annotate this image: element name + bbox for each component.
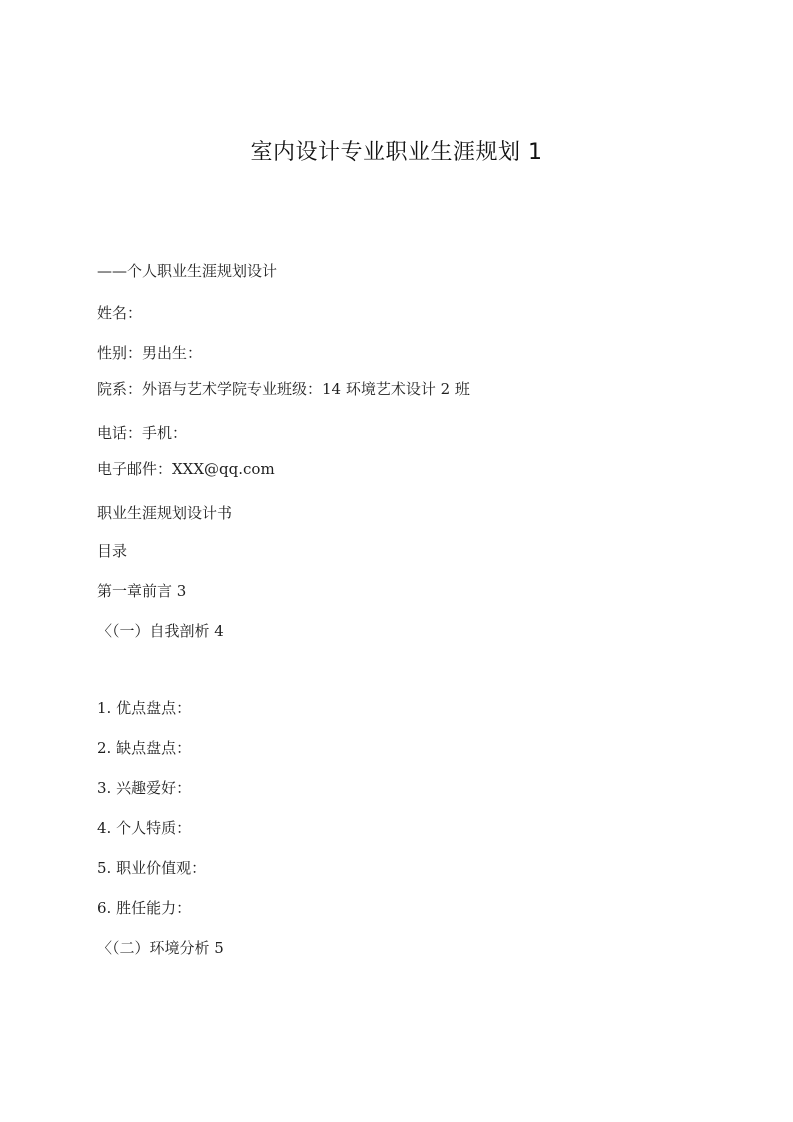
toc-section-environment: 〈（二）环境分析 5 <box>97 939 224 957</box>
document-title: 室内设计专业职业生涯规划 1 <box>250 140 543 165</box>
toc-heading: 目录 <box>97 542 128 560</box>
phone-line: 电话：手机： <box>97 424 188 442</box>
document-subtitle: ——个人职业生涯规划设计 <box>97 262 278 280</box>
email-line: 电子邮件：XXX@qq.com <box>97 460 275 478</box>
book-title: 职业生涯规划设计书 <box>97 504 233 522</box>
toc-item-values: 5. 职业价值观： <box>97 859 207 877</box>
department-class-line: 院系：外语与艺术学院专业班级：14 环境艺术设计 2 班 <box>97 380 470 398</box>
toc-item-competence: 6. 胜任能力： <box>97 899 192 917</box>
toc-chapter-1: 第一章前言 3 <box>97 582 187 600</box>
toc-item-weaknesses: 2. 缺点盘点： <box>97 739 192 757</box>
toc-item-interests: 3. 兴趣爱好： <box>97 779 192 797</box>
toc-section-self-analysis: 〈（一）自我剖析 4 <box>97 622 224 640</box>
toc-item-strengths: 1. 优点盘点： <box>97 699 192 717</box>
name-line: 姓名： <box>97 304 143 322</box>
toc-item-traits: 4. 个人特质： <box>97 819 192 837</box>
gender-birth-line: 性别：男出生： <box>97 344 203 362</box>
